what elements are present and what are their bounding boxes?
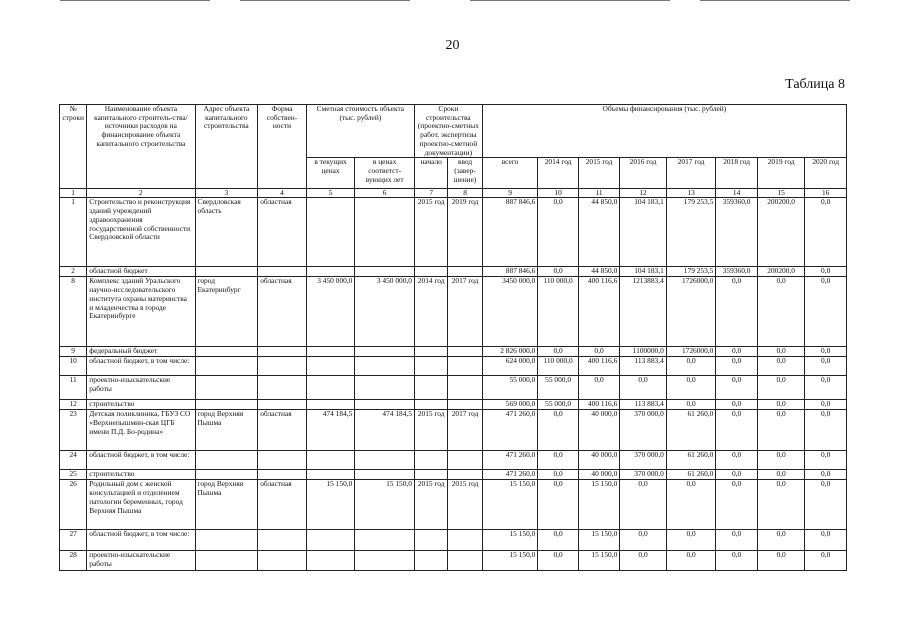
row-2018: 0,0 — [716, 470, 757, 480]
column-number: 5 — [306, 189, 355, 198]
header-2020: 2020 год — [805, 158, 847, 189]
row-2015: 40 000,0 — [578, 451, 619, 470]
row-start — [414, 530, 447, 551]
row-cost-current — [306, 551, 355, 571]
row-cost-years — [355, 357, 415, 376]
row-name: областной бюджет, в том числе: — [87, 451, 195, 470]
row-cost-years: 474 184,5 — [355, 410, 415, 451]
row-2015: 40 000,0 — [578, 470, 619, 480]
header-term-start: начало — [414, 158, 447, 189]
row-2017: 61 260,0 — [666, 470, 716, 480]
row-2014: 110 000,0 — [538, 357, 578, 376]
row-2020: 0,0 — [805, 480, 847, 530]
row-num: 11 — [60, 376, 87, 400]
row-start: 2015 год — [414, 480, 447, 530]
row-2020: 0,0 — [805, 451, 847, 470]
row-2018: 0,0 — [716, 347, 757, 357]
row-2020: 0,0 — [805, 277, 847, 347]
row-name: областной бюджет, в том числе: — [87, 530, 195, 551]
column-number: 8 — [448, 189, 482, 198]
header-cost-current: в текущих ценах — [306, 158, 355, 189]
column-number: 9 — [482, 189, 538, 198]
row-2016: 0,0 — [620, 551, 667, 571]
row-start — [414, 451, 447, 470]
column-number: 12 — [620, 189, 667, 198]
row-2019: 0,0 — [757, 357, 805, 376]
row-ownership: областная — [258, 410, 307, 451]
row-cost-years — [355, 530, 415, 551]
row-total: 624 000,0 — [482, 357, 538, 376]
row-2016: 0,0 — [620, 480, 667, 530]
row-2017: 0,0 — [666, 480, 716, 530]
row-end — [448, 357, 482, 376]
row-2018: 359360,0 — [716, 267, 757, 277]
row-2014: 0,0 — [538, 551, 578, 571]
row-2016: 113 883,4 — [620, 400, 667, 410]
row-name: Родильный дом с женской консультацией и отделением патологии беременных, город Верхняя Пышма — [87, 480, 195, 530]
row-2014: 110 000,0 — [538, 277, 578, 347]
row-2015: 15 150,0 — [578, 530, 619, 551]
row-ownership — [258, 267, 307, 277]
row-2018: 0,0 — [716, 376, 757, 400]
row-2017: 61 260,0 — [666, 451, 716, 470]
row-ownership — [258, 357, 307, 376]
row-2018: 0,0 — [716, 480, 757, 530]
row-2020: 0,0 — [805, 198, 847, 267]
row-2016: 370 000,0 — [620, 451, 667, 470]
row-2018: 0,0 — [716, 357, 757, 376]
header-cost: Сметная стоимость объекта (тыс. рублей) — [306, 105, 414, 158]
row-2019: 0,0 — [757, 451, 805, 470]
row-ownership: областная — [258, 480, 307, 530]
row-num: 9 — [60, 347, 87, 357]
top-scan-line — [0, 0, 905, 3]
row-2016: 0,0 — [620, 376, 667, 400]
row-name: проектно-изыскательские работы — [87, 551, 195, 571]
row-2015: 44 850,0 — [578, 198, 619, 267]
row-2015: 400 116,6 — [578, 357, 619, 376]
row-2017: 61 260,0 — [666, 410, 716, 451]
row-2020: 0,0 — [805, 410, 847, 451]
row-2016: 1213883,4 — [620, 277, 667, 347]
row-cost-years — [355, 400, 415, 410]
row-2015: 44 850,0 — [578, 267, 619, 277]
header-2018: 2018 год — [716, 158, 757, 189]
row-2019: 0,0 — [757, 277, 805, 347]
row-2014: 0,0 — [538, 198, 578, 267]
row-2016: 370 000,0 — [620, 470, 667, 480]
row-2020: 0,0 — [805, 400, 847, 410]
row-total: 2 826 000,0 — [482, 347, 538, 357]
row-2017: 0,0 — [666, 400, 716, 410]
table-row — [60, 267, 847, 277]
row-address: Свердловская область — [195, 198, 258, 267]
row-cost-years — [355, 376, 415, 400]
row-2014: 0,0 — [538, 410, 578, 451]
table-row — [60, 347, 847, 357]
row-2014: 0,0 — [538, 347, 578, 357]
row-address — [195, 470, 258, 480]
row-address — [195, 376, 258, 400]
row-cost-current: 3 450 000,0 — [306, 277, 355, 347]
header-row-1 — [60, 105, 847, 158]
row-ownership — [258, 470, 307, 480]
table-row — [60, 198, 847, 267]
row-name: областной бюджет — [87, 267, 195, 277]
row-end — [448, 551, 482, 571]
row-cost-years — [355, 347, 415, 357]
row-2016: 1100000,0 — [620, 347, 667, 357]
row-cost-current — [306, 530, 355, 551]
row-2014: 0,0 — [538, 530, 578, 551]
row-name: федеральный бюджет — [87, 347, 195, 357]
row-cost-current: 15 150,0 — [306, 480, 355, 530]
header-2014: 2014 год — [538, 158, 578, 189]
row-cost-current — [306, 347, 355, 357]
row-name: проектно-изыскательские работы — [87, 376, 195, 400]
row-name: Комплекс зданий Уральского научно-исследовательского института охраны материнства и младенчества в городе Екатеринбурге — [87, 277, 195, 347]
row-name: строительство — [87, 400, 195, 410]
row-2017: 0,0 — [666, 376, 716, 400]
row-cost-current — [306, 451, 355, 470]
column-number: 16 — [805, 189, 847, 198]
row-total: 55 000,0 — [482, 376, 538, 400]
table-row — [60, 451, 847, 470]
table-row — [60, 530, 847, 551]
row-2017: 1726000,0 — [666, 277, 716, 347]
row-cost-years: 15 150,0 — [355, 480, 415, 530]
row-2014: 0,0 — [538, 470, 578, 480]
row-2020: 0,0 — [805, 551, 847, 571]
header-term-end: ввод (завер-шение) — [448, 158, 482, 189]
row-end — [448, 400, 482, 410]
row-2014: 55 000,0 — [538, 376, 578, 400]
header-terms: Сроки строительства (проектно-сметных работ, экспертизы проектно-сметной документации) — [414, 105, 482, 158]
row-end: 2019 год — [448, 198, 482, 267]
row-start: 2015 год — [414, 198, 447, 267]
row-num: 25 — [60, 470, 87, 480]
row-2019: 0,0 — [757, 470, 805, 480]
row-2017: 0,0 — [666, 357, 716, 376]
row-num: 2 — [60, 267, 87, 277]
row-num: 28 — [60, 551, 87, 571]
row-2014: 0,0 — [538, 480, 578, 530]
row-2017: 179 253,5 — [666, 267, 716, 277]
column-number: 13 — [666, 189, 716, 198]
table-row — [60, 376, 847, 400]
row-end — [448, 451, 482, 470]
table-row — [60, 551, 847, 571]
row-2015: 400 116,6 — [578, 400, 619, 410]
row-2020: 0,0 — [805, 267, 847, 277]
row-total: 471 260,0 — [482, 410, 538, 451]
row-address — [195, 357, 258, 376]
row-address: город Верхняя Пышма — [195, 410, 258, 451]
row-2016: 104 183,1 — [620, 198, 667, 267]
row-ownership: областная — [258, 277, 307, 347]
row-2019: 0,0 — [757, 410, 805, 451]
row-2015: 40 000,0 — [578, 410, 619, 451]
row-2016: 370 000,0 — [620, 410, 667, 451]
row-2015: 15 150,0 — [578, 551, 619, 571]
header-2017: 2017 год — [666, 158, 716, 189]
row-cost-years — [355, 551, 415, 571]
row-end: 2017 год — [448, 277, 482, 347]
row-cost-current — [306, 376, 355, 400]
row-end: 2017 год — [448, 410, 482, 451]
row-cost-years: 3 450 000,0 — [355, 277, 415, 347]
column-number: 14 — [716, 189, 757, 198]
row-name: строительство — [87, 470, 195, 480]
row-2017: 0,0 — [666, 551, 716, 571]
row-address — [195, 551, 258, 571]
table-row — [60, 480, 847, 530]
row-num: 24 — [60, 451, 87, 470]
row-address — [195, 451, 258, 470]
row-2016: 0,0 — [620, 530, 667, 551]
row-ownership — [258, 451, 307, 470]
column-number: 10 — [538, 189, 578, 198]
row-cost-current — [306, 357, 355, 376]
row-2018: 0,0 — [716, 400, 757, 410]
row-2017: 179 253,5 — [666, 198, 716, 267]
row-end — [448, 530, 482, 551]
table-row — [60, 277, 847, 347]
header-ownership: Форма собствен-ности — [258, 105, 307, 189]
row-2019: 0,0 — [757, 530, 805, 551]
row-address — [195, 530, 258, 551]
row-2020: 0,0 — [805, 470, 847, 480]
row-end — [448, 470, 482, 480]
row-start — [414, 347, 447, 357]
row-address — [195, 400, 258, 410]
row-start — [414, 357, 447, 376]
row-cost-years — [355, 198, 415, 267]
header-2015: 2015 год — [578, 158, 619, 189]
table-row — [60, 410, 847, 451]
row-2019: 0,0 — [757, 376, 805, 400]
row-2020: 0,0 — [805, 530, 847, 551]
header-name: Наименование объекта капитального строитель-ства/ источники расходов на финансирование объекта капитального строительства — [87, 105, 195, 189]
row-2018: 0,0 — [716, 410, 757, 451]
row-2018: 0,0 — [716, 277, 757, 347]
row-2019: 200200,0 — [757, 267, 805, 277]
column-number: 3 — [195, 189, 258, 198]
column-number: 15 — [757, 189, 805, 198]
row-ownership — [258, 400, 307, 410]
table-row — [60, 470, 847, 480]
row-num: 10 — [60, 357, 87, 376]
row-end: 2015 год — [448, 480, 482, 530]
row-name: Детская поликлиника, ГБУЗ СО «Верхнепышмин-ская ЦГБ имени П.Д. Бо-родина» — [87, 410, 195, 451]
row-2020: 0,0 — [805, 357, 847, 376]
row-2015: 0,0 — [578, 376, 619, 400]
row-start — [414, 470, 447, 480]
row-cost-years — [355, 451, 415, 470]
row-2015: 0,0 — [578, 347, 619, 357]
row-start — [414, 551, 447, 571]
row-2018: 0,0 — [716, 530, 757, 551]
row-2018: 359360,0 — [716, 198, 757, 267]
row-total: 471 260,0 — [482, 470, 538, 480]
row-cost-years — [355, 470, 415, 480]
row-ownership — [258, 376, 307, 400]
row-2014: 0,0 — [538, 267, 578, 277]
row-end — [448, 267, 482, 277]
column-number: 2 — [87, 189, 195, 198]
row-end — [448, 376, 482, 400]
row-num: 26 — [60, 480, 87, 530]
column-number: 7 — [414, 189, 447, 198]
row-num: 23 — [60, 410, 87, 451]
row-ownership — [258, 530, 307, 551]
row-2014: 0,0 — [538, 451, 578, 470]
row-start: 2015 год — [414, 410, 447, 451]
row-num: 12 — [60, 400, 87, 410]
row-start — [414, 376, 447, 400]
row-2016: 104 183,1 — [620, 267, 667, 277]
row-ownership: областная — [258, 198, 307, 267]
row-2019: 200200,0 — [757, 198, 805, 267]
row-cost-current — [306, 400, 355, 410]
row-total: 15 150,0 — [482, 551, 538, 571]
row-address — [195, 347, 258, 357]
row-2020: 0,0 — [805, 347, 847, 357]
row-total: 887 846,6 — [482, 198, 538, 267]
row-total: 15 150,0 — [482, 480, 538, 530]
header-total: всего — [482, 158, 538, 189]
row-num: 27 — [60, 530, 87, 551]
header-address: Адрес объекта капитального строительства — [195, 105, 258, 189]
row-ownership — [258, 551, 307, 571]
column-number: 11 — [578, 189, 619, 198]
header-cost-years: в ценах соответст-вующих лет — [355, 158, 415, 189]
header-financing: Объемы финансирования (тыс. рублей) — [482, 105, 846, 158]
row-2019: 0,0 — [757, 480, 805, 530]
column-number: 4 — [258, 189, 307, 198]
row-2017: 1726000,0 — [666, 347, 716, 357]
header-2016: 2016 год — [620, 158, 667, 189]
row-ownership — [258, 347, 307, 357]
row-start — [414, 400, 447, 410]
row-start — [414, 267, 447, 277]
row-2016: 113 883,4 — [620, 357, 667, 376]
row-2015: 400 116,6 — [578, 277, 619, 347]
row-total: 15 150,0 — [482, 530, 538, 551]
row-cost-current — [306, 198, 355, 267]
row-cost-years — [355, 267, 415, 277]
column-numbers-row — [60, 189, 847, 198]
row-cost-current: 474 184,5 — [306, 410, 355, 451]
row-2019: 0,0 — [757, 551, 805, 571]
table-row — [60, 357, 847, 376]
row-total: 569 000,0 — [482, 400, 538, 410]
row-total: 887 846,6 — [482, 267, 538, 277]
row-cost-current — [306, 267, 355, 277]
row-end — [448, 347, 482, 357]
row-2015: 15 150,0 — [578, 480, 619, 530]
column-number: 6 — [355, 189, 415, 198]
row-total: 471 260,0 — [482, 451, 538, 470]
row-cost-current — [306, 470, 355, 480]
row-2018: 0,0 — [716, 551, 757, 571]
row-2019: 0,0 — [757, 347, 805, 357]
row-name: Строительство и реконструкция зданий учреждений здравоохранения государственной собственности Свердловской области — [87, 198, 195, 267]
header-2019: 2019 год — [757, 158, 805, 189]
table-row — [60, 400, 847, 410]
row-start: 2014 год — [414, 277, 447, 347]
row-num: 1 — [60, 198, 87, 267]
row-2020: 0,0 — [805, 376, 847, 400]
row-2018: 0,0 — [716, 451, 757, 470]
row-2017: 0,0 — [666, 530, 716, 551]
financing-table — [59, 104, 847, 571]
row-total: 3450 000,0 — [482, 277, 538, 347]
row-address — [195, 267, 258, 277]
row-2019: 0,0 — [757, 400, 805, 410]
row-name: областной бюджет, в том числе: — [87, 357, 195, 376]
row-address: город Екатеринбург — [195, 277, 258, 347]
column-number: 1 — [60, 189, 87, 198]
table-caption: Таблица 8 — [785, 77, 845, 92]
row-2014: 55 000,0 — [538, 400, 578, 410]
page-number: 20 — [445, 38, 460, 53]
row-address: город Верхняя Пышма — [195, 480, 258, 530]
row-num: 8 — [60, 277, 87, 347]
header-num: № строки — [60, 105, 87, 189]
